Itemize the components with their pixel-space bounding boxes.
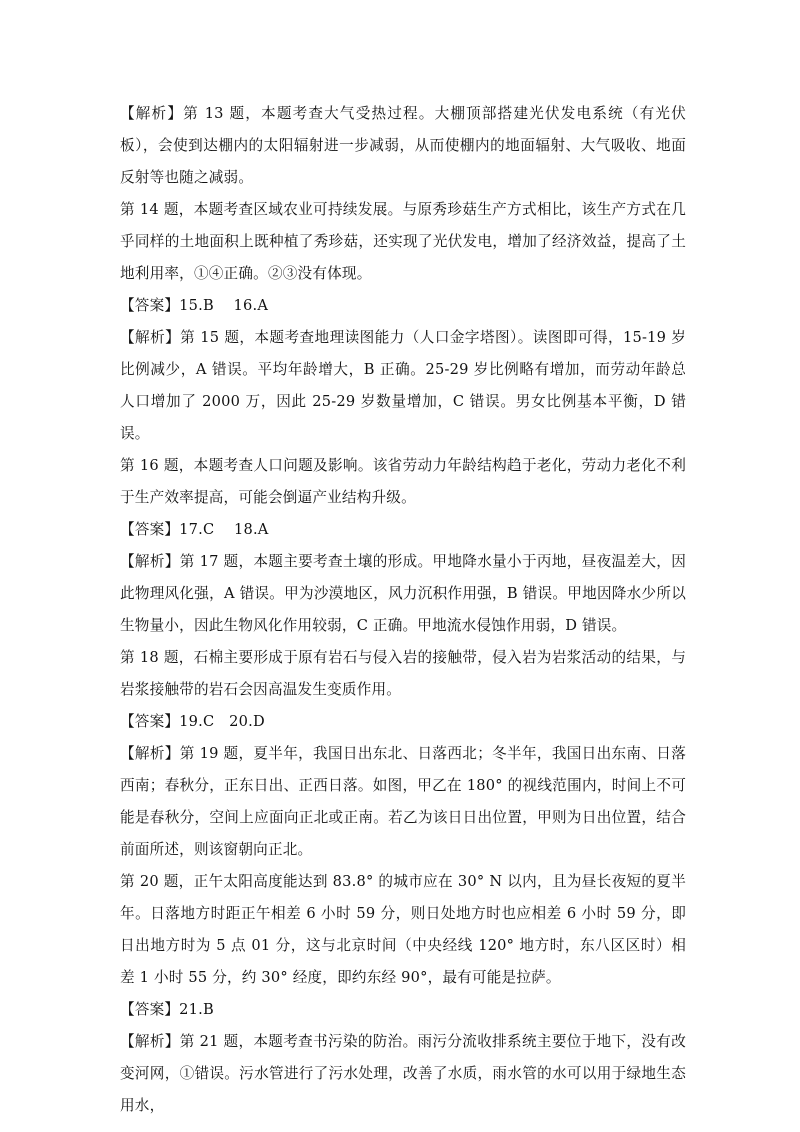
paragraph-analysis-17: 【解析】第 17 题，本题主要考查土壤的形成。甲地降水量小于丙地，昼夜温差大，因此物理风化强，A 错误。甲为沙漠地区，风力沉积作用强，B 错误。甲地因降水少所以生物量小，因此生物风化作用较弱，C 正确。甲地流水侵蚀作用弱，D 错误。 bbox=[120, 553, 686, 634]
paragraph-question-16: 第 16 题，本题考查人口问题及影响。该省劳动力年龄结构趋于老化，劳动力老化不利于生产效率提高，可能会倒逼产业结构升级。 bbox=[120, 457, 686, 506]
paragraph-answer-21: 【答案】21.B bbox=[120, 1001, 214, 1018]
paragraph-question-20: 第 20 题，正午太阳高度能达到 83.8° 的城市应在 30° N 以内，且为昼长夜短的夏半年。日落地方时距正午相差 6 小时 59 分，则日处地方时也应相差 6 小时 59 分，即日出地方时为 5 点 01 分，这与北京时间（中央经线 120° 地方时，东八区区时）相差 1 小时 55 分，约 30° 经度，即约东经 90°，最有可能是拉萨。 bbox=[120, 873, 686, 986]
paragraph-analysis-15: 【解析】第 15 题，本题考查地理读图能力（人口金字塔图）。读图即可得，15-19 岁比例减少，A 错误。平均年龄增大，B 正确。25-29 岁比例略有增加，而劳动年龄总人口增加了 2000 万，因此 25-29 岁数量增加，C 错误。男女比例基本平衡，D 错误。 bbox=[120, 329, 686, 442]
paragraph-question-14: 第 14 题，本题考查区域农业可持续发展。与原秀珍菇生产方式相比，该生产方式在几乎同样的土地面积上既种植了秀珍菇，还实现了光伏发电，增加了经济效益，提高了土地利用率，①④正确。②③没有体现。 bbox=[120, 201, 686, 282]
paragraph-answer-17-18: 【答案】17.C 18.A bbox=[120, 521, 269, 538]
paragraph-analysis-19: 【解析】第 19 题，夏半年，我国日出东北、日落西北；冬半年，我国日出东南、日落西南；春秋分，正东日出、正西日落。如图，甲乙在 180° 的视线范围内，时间上不可能是春秋分，空间上应面向正北或正南。若乙为该日日出位置，甲则为日出位置，结合前面所述，则该窗朝向正北。 bbox=[120, 745, 686, 858]
answer-explanation-text bbox=[120, 98, 686, 1122]
paragraph-answer-19-20: 【答案】19.C 20.D bbox=[120, 713, 265, 730]
paragraph-analysis-21: 【解析】第 21 题，本题考查书污染的防治。雨污分流收排系统主要位于地下，没有改变河网，①错误。污水管进行了污水处理，改善了水质，雨水管的水可以用于绿地生态用水， bbox=[120, 1033, 686, 1114]
paragraph-analysis-13: 【解析】第 13 题，本题考查大气受热过程。大棚顶部搭建光伏发电系统（有光伏板），会使到达棚内的太阳辐射进一步减弱，从而使棚内的地面辐射、大气吸收、地面反射等也随之减弱。 bbox=[120, 105, 686, 186]
paragraph-question-18: 第 18 题，石棉主要形成于原有岩石与侵入岩的接触带，侵入岩为岩浆活动的结果，与岩浆接触带的岩石会因高温发生变质作用。 bbox=[120, 649, 686, 698]
paragraph-answer-15-16: 【答案】15.B 16.A bbox=[120, 297, 269, 314]
